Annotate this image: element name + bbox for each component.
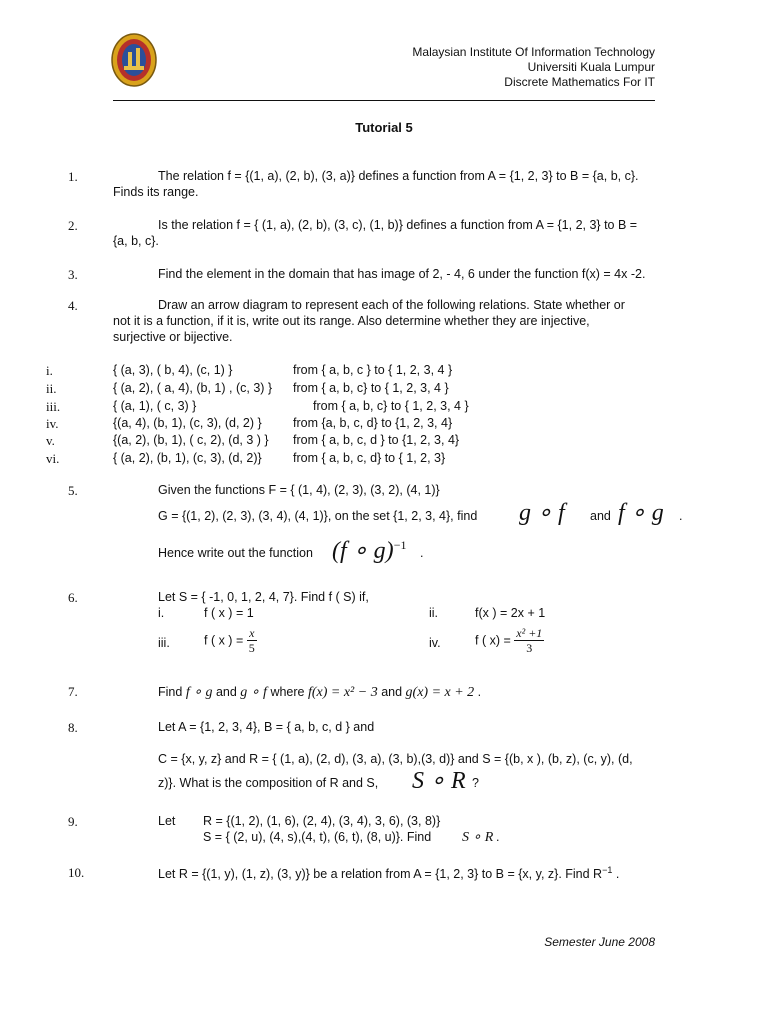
q10-text	[158, 865, 619, 881]
q4-item-roman: iv.	[46, 416, 59, 431]
q6-iii-expression	[204, 626, 257, 655]
header-course: Discrete Mathematics For IT	[504, 75, 655, 89]
q6-iv-denominator: 3	[526, 641, 533, 655]
q4-item-roman: v.	[46, 433, 55, 448]
q3-text: Find the element in the domain that has image of 2, - 4, 6 under the function f(x) = 4x -2.	[158, 267, 646, 281]
q9-text-line1: R = {(1, 2), (1, 6), (2, 4), (3, 4), 3, 6), (3, 8)}	[203, 814, 441, 828]
q4-item-relation: {(a, 2), (b, 1), ( c, 2), (d, 3 ) }	[113, 433, 269, 447]
q8-text-line1: Let A = {1, 2, 3, 4}, B = { a, b, c, d } and	[158, 720, 375, 734]
q6-text-line1: Let S = { -1, 0, 1, 2, 4, 7}. Find f ( S) if,	[158, 590, 369, 604]
q1-text-line1: The relation f = {(1, a), (2, b), (3, a)} defines a function from A = {1, 2, 3} to B = {a, b, c}.	[158, 169, 639, 183]
q4-item-domain: from { a, b, c, d } to {1, 2, 3, 4}	[293, 433, 460, 447]
q4-item-domain: from { a, b, c, d} to { 1, 2, 3}	[293, 451, 446, 465]
q7-number: 7.	[68, 684, 78, 699]
q8-number: 8.	[68, 720, 78, 735]
q10-period: .	[615, 867, 620, 882]
q7-f-definition: f(x) = x² − 3	[307, 685, 378, 700]
q4-text-line2: not it is a function, if it is, write out its range. Also determine whether they are injective,	[113, 314, 590, 328]
q7-g-definition: g(x) = x + 2	[405, 685, 475, 700]
q4-item-domain: from {a, b, c, d} to {1, 2, 3, 4}	[293, 416, 453, 430]
q6-i-label: i.	[158, 606, 165, 620]
q7-gof-expression: g ∘ f	[240, 685, 267, 700]
q6-ii-label: ii.	[429, 606, 439, 620]
q6-ii-expression: f(x ) = 2x + 1	[475, 606, 546, 620]
q6-iii-denominator: 5	[248, 641, 255, 655]
q10-number: 10.	[68, 865, 85, 880]
q1-number: 1.	[68, 169, 78, 184]
q4-item-domain: from { a, b, c} to { 1, 2, 3, 4 }	[293, 381, 449, 395]
q7-where: where	[270, 685, 305, 699]
header-divider	[113, 100, 655, 101]
q5-inverse-expression	[332, 536, 406, 565]
q6-i-expression: f ( x ) = 1	[204, 606, 254, 620]
q4-item-relation: {(a, 4), (b, 1), (c, 3), (d, 2) }	[113, 416, 262, 430]
q4-item-relation: { (a, 2), ( a, 4), (b, 1) , (c, 3) }	[113, 381, 273, 395]
q5-fog-expression: f ∘ g	[618, 500, 664, 526]
q6-iii-label: iii.	[158, 636, 170, 650]
q9-sor-expression: S ∘ R	[462, 830, 494, 845]
q4-item-domain: from { a, b, c } to { 1, 2, 3, 4 }	[293, 363, 453, 377]
q8-sor-expression: S ∘ R	[412, 768, 466, 794]
q5-number: 5.	[68, 483, 78, 498]
q5-text-line3: Hence write out the function	[158, 546, 313, 560]
q8-text-line3: z)}. What is the composition of R and S,	[158, 776, 379, 790]
q3-number: 3.	[68, 267, 78, 282]
q4-item-relation: { (a, 2), (b, 1), (c, 3), (d, 2)}	[113, 451, 262, 465]
footer-semester: Semester June 2008	[544, 935, 655, 949]
q7-fog-expression: f ∘ g	[185, 685, 213, 700]
q6-iv-label: iv.	[429, 636, 441, 650]
q4-item-roman: i.	[46, 363, 53, 378]
q6-iii-numerator: x	[247, 626, 257, 641]
q6-number: 6.	[68, 590, 78, 605]
q8-text-line2: C = {x, y, z} and R = { (1, a), (2, d), (3, a), (3, b),(3, d)} and S = {(b, x ), (b, z), (c, y), (d,	[158, 752, 633, 766]
q5-and: and	[590, 509, 611, 523]
q4-item-domain: from { a, b, c} to { 1, 2, 3, 4 }	[313, 399, 469, 413]
q6-iv-fraction	[514, 626, 544, 655]
q5-inverse-base: (f ∘ g)	[332, 538, 394, 564]
q4-item-roman: vi.	[46, 451, 60, 466]
q4-item-roman: iii.	[46, 399, 61, 414]
q5-period-2: .	[420, 546, 424, 560]
university-logo	[110, 32, 158, 88]
header-university: Universiti Kuala Lumpur	[527, 60, 655, 74]
q4-item-roman: ii.	[46, 381, 57, 396]
q7-sentence	[158, 684, 481, 701]
q7-and-2: and	[381, 685, 403, 699]
q1-text-line2: Finds its range.	[113, 185, 199, 199]
q6-iv-expression	[475, 626, 544, 655]
q4-number: 4.	[68, 298, 78, 313]
page-title: Tutorial 5	[355, 120, 413, 135]
q7-period: .	[477, 685, 482, 699]
q2-text-line2: {a, b, c}.	[113, 234, 159, 248]
q5-gof-expression: g ∘ f	[519, 500, 565, 526]
q6-iv-numerator: x² +1	[516, 626, 543, 640]
q9-number: 9.	[68, 814, 78, 829]
q7-find: Find	[158, 685, 183, 699]
q9-text-line2: S = { (2, u), (4, s),(4, t), (6, t), (8, u)}. Find	[203, 830, 432, 844]
q4-item-relation: { (a, 3), ( b, 4), (c, 1) }	[113, 363, 233, 377]
q5-text-line1: Given the functions F = { (1, 4), (2, 3), (3, 2), (4, 1)}	[158, 483, 440, 497]
q8-question-mark: ?	[472, 776, 479, 790]
q6-iv-lhs: f ( x) =	[475, 633, 511, 648]
q10-exponent: −1	[602, 865, 613, 875]
q10-text-body: Let R = {(1, y), (1, z), (3, y)} be a relation from A = {1, 2, 3} to B = {x, y, z}. Find R	[158, 867, 603, 882]
q7-and: and	[215, 685, 237, 699]
q2-text-line1: Is the relation f = { (1, a), (2, b), (3, c), (1, b)} defines a function from A = {1, 2, 3} to B =	[158, 218, 638, 232]
q6-iii-fraction	[247, 626, 257, 655]
q9-let: Let	[158, 814, 176, 828]
q4-text-line3: surjective or bijective.	[113, 330, 233, 344]
header-institute: Malaysian Institute Of Information Technology	[412, 45, 655, 59]
q2-number: 2.	[68, 218, 78, 233]
q6-iii-lhs: f ( x ) =	[204, 633, 244, 648]
q9-period: .	[496, 830, 500, 844]
q4-item-relation: { (a, 1), ( c, 3) }	[113, 399, 197, 413]
q5-text-line2: G = {(1, 2), (2, 3), (3, 4), (4, 1)}, on the set {1, 2, 3, 4}, find	[158, 509, 478, 523]
q5-period: .	[679, 509, 683, 523]
q4-text-line1: Draw an arrow diagram to represent each of the following relations. State whether or	[158, 298, 625, 312]
q5-inverse-exponent: −1	[393, 538, 407, 552]
